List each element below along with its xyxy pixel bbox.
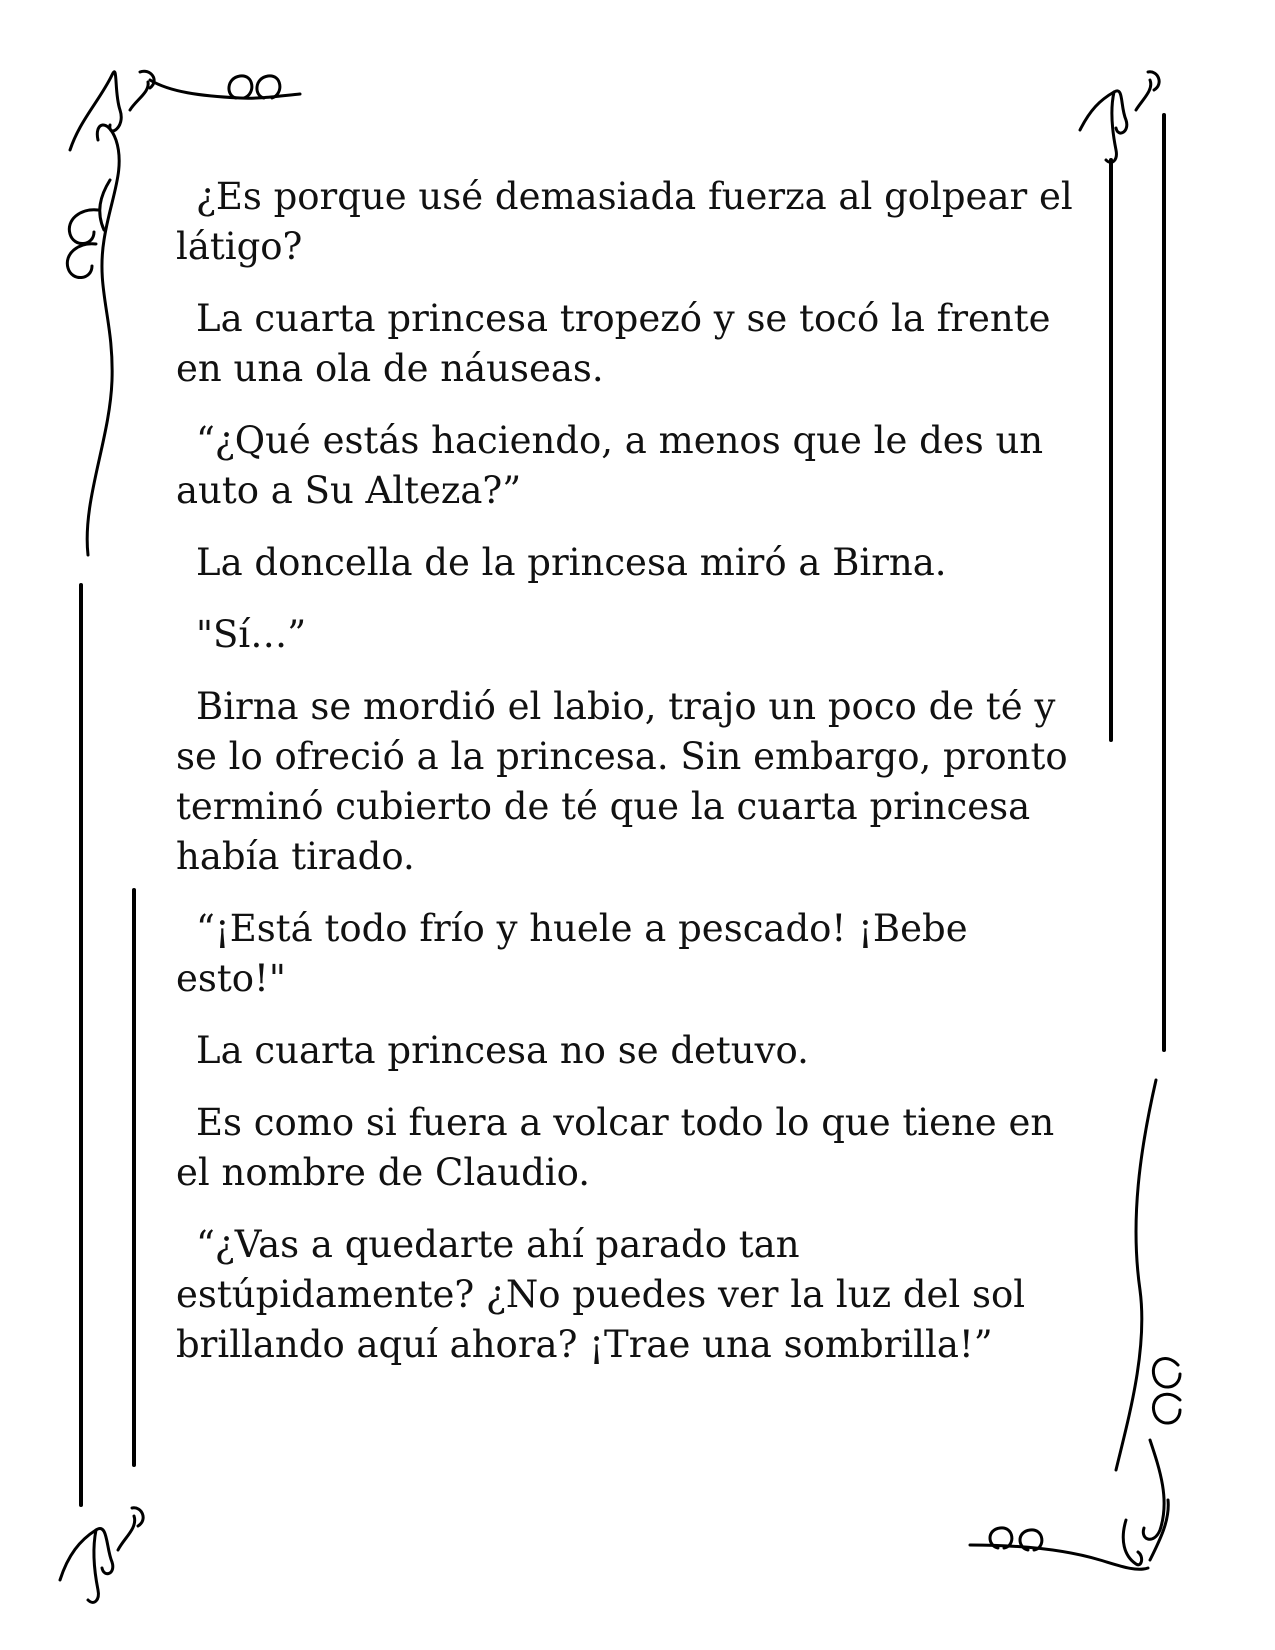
top-right-flourish-icon — [1080, 72, 1159, 163]
paragraph: "Sí…” — [196, 613, 307, 656]
paragraph: Birna se mordió el labio, trajo un poco de té y se lo ofreció a la princesa. Sin embargo, pronto terminó cubierto de té que la cuarta princesa había tirado. — [176, 685, 1068, 878]
bottom-right-flourish-icon — [970, 1500, 1168, 1569]
paragraph: “¿Vas a quedarte ahí parado tan estúpidamente? ¿No puedes ver la luz del sol brillando aquí ahora? ¡Trae una sombrilla!” — [176, 1223, 1026, 1366]
paragraph: La cuarta princesa no se detuvo. — [196, 1029, 809, 1072]
paragraph: “¡Está todo frío y huele a pescado! ¡Bebe esto!" — [176, 907, 968, 1000]
bottom-left-flourish-icon — [60, 1508, 143, 1603]
paragraph: La doncella de la princesa miró a Birna. — [196, 541, 947, 584]
paragraph: “¿Qué estás haciendo, a menos que le des un auto a Su Alteza?” — [176, 419, 1044, 512]
right-lower-flourish-icon — [1116, 1080, 1180, 1539]
paragraph: Es como si fuera a volcar todo lo que tiene en el nombre de Claudio. — [176, 1101, 1055, 1194]
paragraph: La cuarta princesa tropezó y se tocó la frente en una ola de náuseas. — [176, 297, 1051, 390]
page-text — [176, 172, 1086, 1392]
paragraph: ¿Es porque usé demasiada fuerza al golpear el látigo? — [176, 175, 1073, 268]
